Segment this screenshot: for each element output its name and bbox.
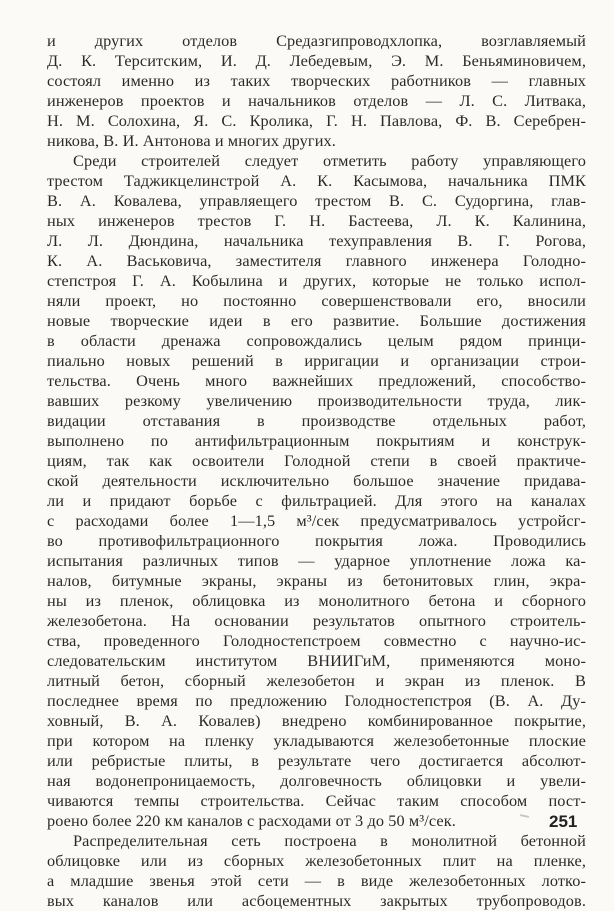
- text-line: ли и придают борьбе с фильтрацией. Для этого на каналах: [47, 491, 586, 510]
- page-body-text: [47, 31, 586, 911]
- text-line: с расходами более 1—1,5 м³/сек предусматривалось устройсг-: [47, 511, 586, 530]
- paragraph: [47, 831, 586, 911]
- text-line: во противофильтрационного покрытия ложа. Проводились: [47, 531, 586, 550]
- text-line: никова, В. И. Антонова и многих других.: [47, 131, 336, 150]
- text-line: или ребристые плиты, в результате чего достигается абсолют-: [47, 751, 586, 770]
- text-line: новые творческие идеи в его развитие. Большие достижения: [47, 311, 586, 330]
- text-line: железобетона. На основании результатов опытного строитель-: [47, 611, 586, 630]
- text-line: пиально новых решений в ирригации и организации строи-: [47, 351, 586, 370]
- text-line: К. А. Васьковича, заместителя главного инженера Голодно-: [47, 251, 586, 270]
- text-line: ны из пленок, облицовка из монолитного бетона и сборного: [47, 591, 586, 610]
- text-line: испытания различных типов — ударное уплотнение ложа ка-: [47, 551, 586, 570]
- page-number: 251: [549, 812, 578, 831]
- text-line: Н. М. Солохина, Я. С. Кролика, Г. Н. Павлова, Ф. В. Серебрен-: [47, 111, 586, 130]
- text-line: литный бетон, сборный железобетон и экран из пленок. В: [47, 671, 586, 690]
- text-line: облицовке или из сборных железобетонных плит на пленке,: [47, 851, 586, 870]
- text-line: ховный, В. А. Ковалев) внедрено комбинированное покрытие,: [47, 711, 586, 730]
- text-line: при котором на пленку укладываются железобетонные плоские: [47, 731, 586, 750]
- paragraph: [47, 151, 586, 831]
- text-line: В. А. Ковалева, управляещего трестом В. С. Судоргина, глав-: [47, 191, 586, 210]
- text-line: видации отставания в производстве отдельных работ,: [47, 411, 586, 430]
- text-line: и других отделов Средазгипроводхлопка, возглавляемый: [47, 31, 586, 50]
- text-line: Л. Л. Дюндина, начальника техуправления В. Г. Рогова,: [47, 231, 586, 250]
- text-line: инженеров проектов и начальников отделов — Л. С. Литвака,: [47, 91, 586, 110]
- text-line: роено более 220 км каналов с расходами от 3 до 50 м³/сек.: [47, 811, 456, 830]
- text-line: в области дренажа сопровождались целым рядом принци-: [47, 331, 586, 350]
- text-line: Среди строителей следует отметить работу управляющего: [73, 151, 586, 170]
- text-line: ная водонепроницаемость, долговечность облицовки и увели-: [47, 771, 586, 790]
- text-line: ных инженеров трестов Г. Н. Бастеева, Л. К. Калинина,: [47, 211, 586, 230]
- text-line: выполнено по антифильтрационным покрытиям и конструк-: [47, 431, 586, 450]
- text-line: а младшие звенья этой сети — в виде железобетонных лотко-: [47, 871, 586, 890]
- text-line: следовательским институтом ВНИИГиМ, применяются моно-: [47, 651, 586, 670]
- text-line: последнее время по предложению Голодностепстроя (В. А. Ду-: [47, 691, 586, 710]
- text-line: ства, проведенного Голодностепстроем совместно с научно-ис-: [47, 631, 586, 650]
- text-line: состоял именно из таких творческих работников — главных: [47, 71, 586, 90]
- text-line: ской деятельности исключительно большое значение придава-: [47, 471, 586, 490]
- text-line: степстроя Г. А. Кобылина и других, которые не только испол-: [47, 271, 586, 290]
- text-line: трестом Таджикцелинстрой А. К. Касымова, начальника ПМК: [47, 171, 586, 190]
- text-line: налов, битумные экраны, экраны из бетонитовых глин, экра-: [47, 571, 586, 590]
- text-line: вавших резкому увеличению производительности труда, лик-: [47, 391, 586, 410]
- text-line: няли проект, но постоянно совершенствовали его, вносили: [47, 291, 586, 310]
- text-line: тельства. Очень много важнейших предложений, способство-: [47, 371, 586, 390]
- text-line: Д. К. Терситским, И. Д. Лебедевым, Э. М. Беньяминовичем,: [47, 51, 586, 70]
- paragraph: [47, 31, 586, 151]
- text-line: Распределительная сеть построена в монолитной бетонной: [73, 831, 586, 850]
- text-line: вых каналов или асбоцементных закрытых трубопроводов.: [47, 891, 586, 910]
- text-line: чиваются темпы строительства. Сейчас таким способом пост-: [47, 791, 586, 810]
- text-line: циям, так как освоители Голодной степи в своей практиче-: [47, 451, 586, 470]
